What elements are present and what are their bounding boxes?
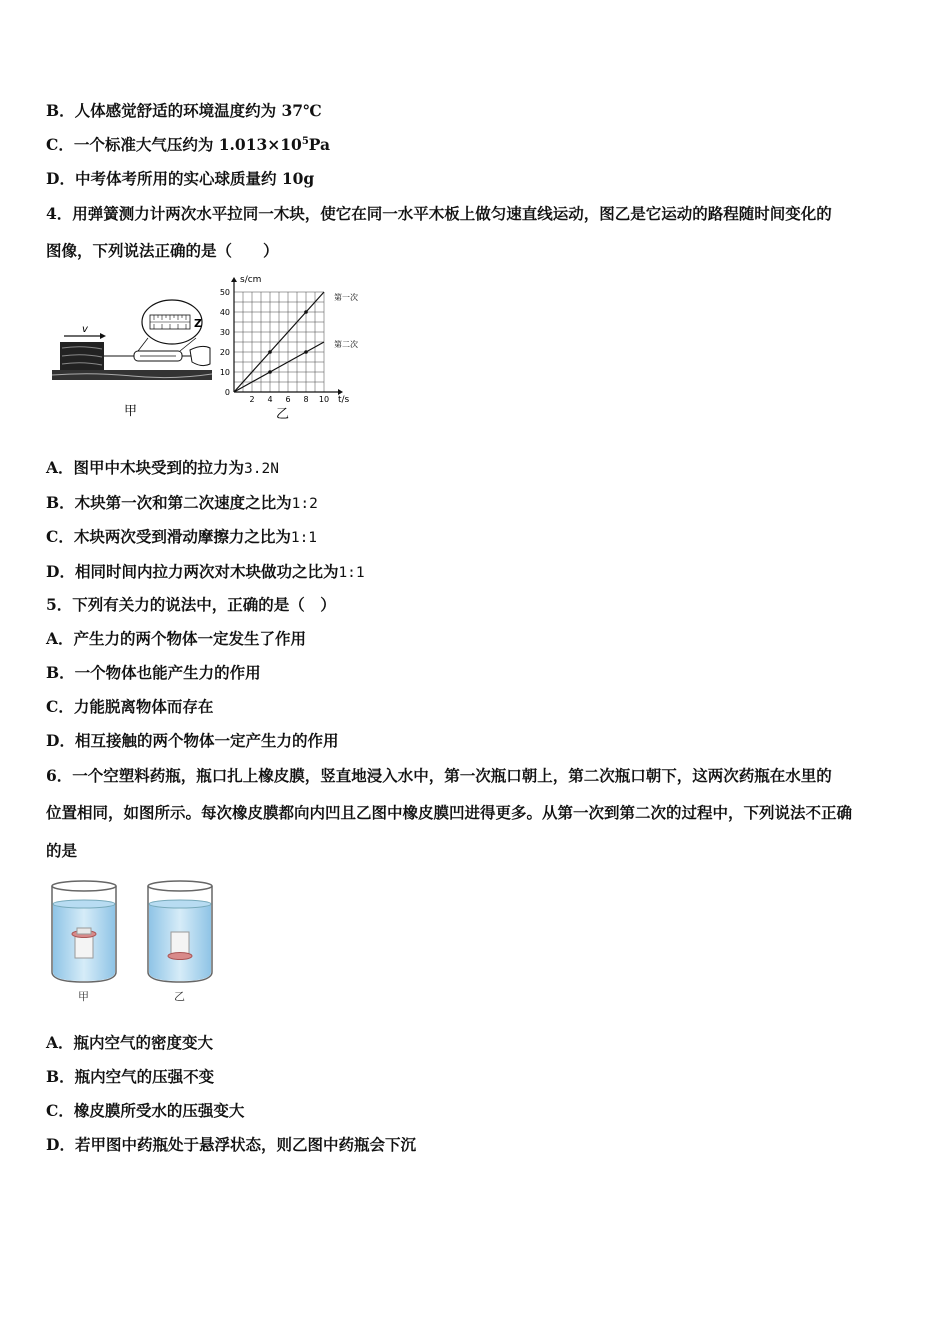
q4-option-a: A．图甲中木块受到的拉力为3.2N (46, 458, 279, 477)
q6-figure-beakers (44, 874, 224, 1006)
q4-figure-jia (52, 298, 212, 423)
series1-label: 第一次 (334, 293, 358, 302)
y-tick-label: 0 (224, 388, 230, 397)
x-tick-label: 8 (303, 395, 309, 404)
q6-option-d: D．若甲图中药瓶处于悬浮状态，则乙图中药瓶会下沉 (46, 1135, 416, 1154)
q6-option-a: A．瓶内空气的密度变大 (46, 1033, 214, 1052)
x-tick-label: 10 (318, 395, 330, 404)
q5-option-a: A．产生力的两个物体一定发生了作用 (46, 629, 307, 648)
beaker-yi-caption: 乙 (174, 990, 185, 1003)
x-axis-label: t/s (338, 395, 350, 405)
figure-yi-caption: 乙 (276, 407, 290, 422)
q4-figure-yi-chart (218, 270, 358, 422)
x-tick-label: 4 (267, 395, 273, 404)
beaker-yi (148, 881, 212, 982)
q6-option-b: B．瓶内空气的压强不变 (46, 1067, 215, 1086)
y-tick-label: 10 (219, 368, 230, 377)
q4-stem-line2: 图像，下列说法正确的是（ ） (46, 241, 279, 260)
series2-label: 第二次 (334, 340, 358, 349)
y-axis-arrow (231, 277, 237, 282)
velocity-label: v (82, 324, 88, 335)
q4-option-c: C．木块两次受到滑动摩擦力之比为1:1 (46, 527, 318, 546)
series-point-2 (304, 350, 308, 354)
y-tick-label: 20 (219, 348, 230, 357)
beaker-jia (52, 881, 116, 982)
y-tick-label: 50 (219, 288, 230, 297)
series-point-1 (304, 310, 308, 314)
q4-stem-line1: 4．用弹簧测力计两次水平拉同一木块，使它在同一水平木板上做匀速直线运动，图乙是它运动的路程随时间变化的 (46, 204, 832, 223)
series-point-2 (268, 370, 272, 374)
q5-stem: 5．下列有关力的说法中，正确的是（ ） (46, 595, 336, 614)
q4-option-d: D．相同时间内拉力两次对木块做功之比为1:1 (46, 562, 365, 581)
q3-option-c: C．一个标准大气压约为 $1.013\times 10^5Pa$ (46, 135, 331, 154)
table-board (52, 370, 212, 380)
q4-option-b: B．木块第一次和第二次速度之比为1:2 (46, 493, 318, 512)
q6-stem-line1: 6．一个空塑料药瓶，瓶口扎上橡皮膜，竖直地浸入水中，第一次瓶口朝上，第二次瓶口朝下，这两次药瓶在水里的 (46, 766, 832, 785)
q5-option-d: D．相互接触的两个物体一定产生力的作用 (46, 731, 339, 750)
beaker-jia-caption: 甲 (78, 990, 89, 1003)
rubber-membrane-yi (168, 953, 192, 960)
q6-stem-line3: 的是 (46, 841, 78, 860)
q6-option-c: C．橡皮膜所受水的压强变大 (46, 1101, 245, 1120)
x-tick-label: 6 (285, 395, 291, 404)
q6-stem-line2: 位置相同，如图所示。每次橡皮膜都向内凹且乙图中橡皮膜凹进得更多。从第一次到第二次的过程中，下列说法不正确 (46, 803, 853, 822)
x-tick-label: 2 (249, 395, 255, 404)
hand-icon (190, 346, 210, 365)
figure-jia-caption: 甲 (124, 404, 138, 419)
y-tick-label: 40 (219, 308, 230, 317)
q3-option-b: B．人体感觉舒适的环境温度约为 37℃ (46, 101, 322, 120)
q5-option-b: B．一个物体也能产生力的作用 (46, 663, 261, 682)
q3-option-d: D．中考体考所用的实心球质量约 10g (46, 169, 315, 188)
y-axis-label: s/cm (240, 275, 262, 285)
series-point-1 (268, 350, 272, 354)
zoom-letter: Z (194, 317, 202, 330)
q5-option-c: C．力能脱离物体而存在 (46, 697, 214, 716)
y-tick-label: 30 (219, 328, 230, 337)
